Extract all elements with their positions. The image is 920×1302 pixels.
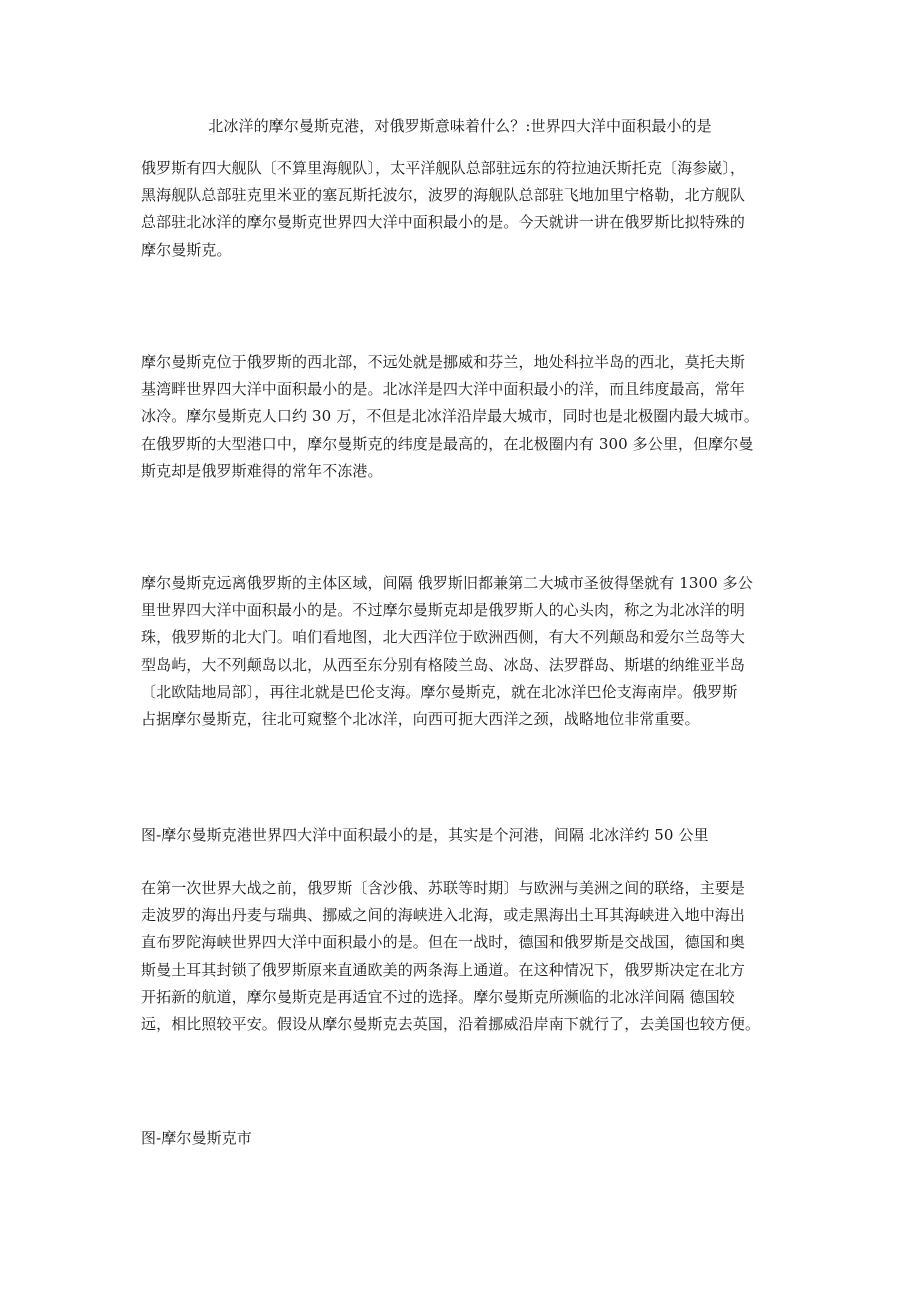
paragraph-line: 斯曼土耳其封锁了俄罗斯原来直通欧美的两条海上通道。在这种情况下，俄罗斯决定在北方 <box>141 960 746 979</box>
paragraph-line: 开拓新的航道，摩尔曼斯克是再适宜不过的选择。摩尔曼斯克所濒临的北冰洋间隔 德国较 <box>141 987 735 1006</box>
paragraph-line: 冰冷。摩尔曼斯克人口约 30 万，不但是北冰洋沿岸最大城市，同时也是北极圈内最大城市。 <box>141 407 759 426</box>
paragraph-line: 摩尔曼斯克位于俄罗斯的西北部，不远处就是挪威和芬兰，地处科拉半岛的西北，莫托夫斯 <box>141 353 746 371</box>
paragraph-line: 俄罗斯有四大舰队〔不算里海舰队〕，太平洋舰队总部驻远东的符拉迪沃斯托克〔海参崴〕， <box>141 159 746 177</box>
paragraph-1 <box>141 155 782 264</box>
page-title: 北冰洋的摩尔曼斯克港，对俄罗斯意味着什么？:世界四大洋中面积最小的是 <box>208 117 712 135</box>
figure-caption-port: 图-摩尔曼斯克港世界四大洋中面积最小的是，其实是个河港，间隔 北冰洋约 50 公里 <box>141 826 709 844</box>
paragraph-line: 〔北欧陆地局部〕，再往北就是巴伦支海。摩尔曼斯克，就在北冰洋巴伦支海南岸。俄罗斯 <box>141 682 738 701</box>
figure-caption-city: 图-摩尔曼斯克市 <box>141 1129 252 1147</box>
paragraph-line: 占据摩尔曼斯克，往北可窥整个北冰洋，向西可扼大西洋之颈，战略地位非常重要。 <box>141 710 700 729</box>
paragraph-line: 型岛屿，大不列颠岛以北，从西至东分别有格陵兰岛、冰岛、法罗群岛、斯堪的纳维亚半岛 <box>141 655 746 674</box>
paragraph-line: 远，相比照较平安。假设从摩尔曼斯克去英国，沿着挪威沿岸南下就行了，去美国也较方便。 <box>141 1015 761 1034</box>
paragraph-2 <box>141 349 782 485</box>
paragraph-line: 摩尔曼斯克。 <box>141 240 232 259</box>
paragraph-line: 在第一次世界大战之前，俄罗斯〔含沙俄、苏联等时期〕与欧洲与美洲之间的联络，主要是 <box>141 879 746 897</box>
paragraph-line: 斯克却是俄罗斯难得的常年不冻港。 <box>141 461 383 480</box>
paragraph-line: 摩尔曼斯克远离俄罗斯的主体区域，间隔 俄罗斯旧都兼第二大城市圣彼得堡就有 1300 多公 <box>141 574 753 592</box>
paragraph-line: 基湾畔世界四大洋中面积最小的是。北冰洋是四大洋中面积最小的洋，而且纬度最高，常年 <box>141 380 746 399</box>
paragraph-3 <box>141 570 782 733</box>
paragraph-line: 里世界四大洋中面积最小的是。不过摩尔曼斯克却是俄罗斯人的心头肉，称之为北冰洋的明 <box>141 601 746 620</box>
paragraph-line: 珠，俄罗斯的北大门。咱们看地图，北大西洋位于欧洲西侧，有大不列颠岛和爱尔兰岛等大 <box>141 628 746 647</box>
paragraph-line: 直布罗陀海峡世界四大洋中面积最小的是。但在一战时，德国和俄罗斯是交战国，德国和奥 <box>141 933 746 952</box>
paragraph-line: 总部驻北冰洋的摩尔曼斯克世界四大洋中面积最小的是。今天就讲一讲在俄罗斯比拟特殊的 <box>141 213 746 232</box>
paragraph-line: 走波罗的海出丹麦与瑞典、挪威之间的海峡进入北海，或走黑海出土耳其海峡进入地中海出 <box>141 906 746 925</box>
paragraph-line: 在俄罗斯的大型港口中，摩尔曼斯克的纬度是最高的，在北极圈内有 300 多公里，但摩尔曼 <box>141 434 754 453</box>
paragraph-4 <box>141 875 782 1038</box>
paragraph-line: 黑海舰队总部驻克里米亚的塞瓦斯托波尔，波罗的海舰队总部驻飞地加里宁格勒，北方舰队 <box>141 186 746 205</box>
